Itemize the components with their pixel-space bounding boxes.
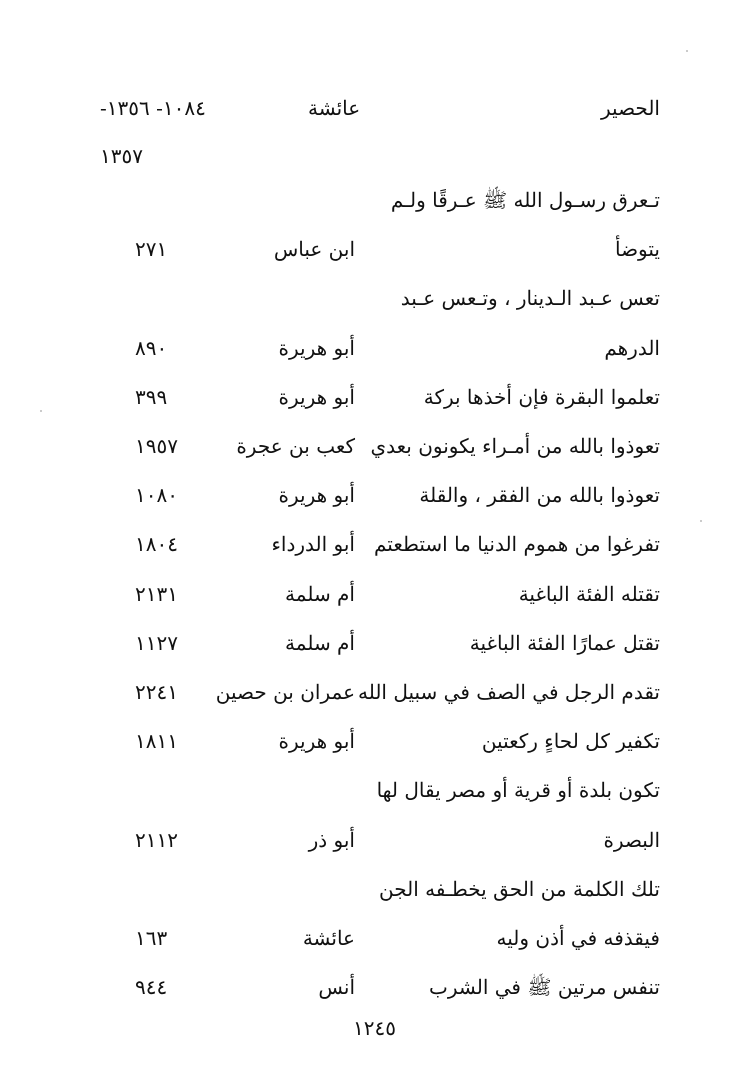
hadith-number: ٢١١٢ xyxy=(135,828,178,852)
page-number: ١٢٤٥ xyxy=(353,1016,396,1040)
hadith-number: ٨٩٠ xyxy=(135,336,168,360)
hadith-text: فيقذفه في أذن وليه xyxy=(496,926,660,950)
hadith-text: تقتله الفئة الباغية xyxy=(518,582,660,606)
index-entry xyxy=(90,278,660,318)
narrator-name: عائشة xyxy=(302,926,355,950)
narrator-name: أم سلمة xyxy=(285,631,355,655)
index-entry xyxy=(90,967,660,1007)
index-entry xyxy=(90,180,660,220)
hadith-text: تعلموا البقرة فإن أخذها بركة xyxy=(423,385,660,409)
hadith-text: تكفير كل لحاءٍ ركعتين xyxy=(481,729,660,753)
index-entry xyxy=(90,770,660,810)
header-range: ١٠٨٤- ١٣٥٦- xyxy=(100,96,206,120)
narrator-name: أبو هريرة xyxy=(278,729,355,753)
hadith-text: الدرهم xyxy=(604,336,660,360)
index-entry xyxy=(90,820,660,860)
index-entry xyxy=(90,524,660,564)
scan-speck xyxy=(40,410,42,412)
hadith-number: ٢٢٤١ xyxy=(135,680,178,704)
hadith-text: البصرة xyxy=(603,828,660,852)
index-entry xyxy=(90,672,660,712)
narrator-name: ابن عباس xyxy=(273,237,355,261)
hadith-text: تعس عـبد الـدينار ، وتـعس عـبد xyxy=(400,286,660,310)
hadith-text: تلك الكلمة من الحق يخطـفه الجن xyxy=(379,877,660,901)
index-entry xyxy=(90,328,660,368)
narrator-name: أنس xyxy=(318,975,355,999)
hadith-text: تعوذوا بالله من أمـراء يكونون بعدي xyxy=(370,434,660,458)
scan-speck xyxy=(686,50,688,52)
hadith-text: تقتل عمارًا الفئة الباغية xyxy=(469,631,660,655)
header-narrator: عائشة xyxy=(308,96,361,120)
hadith-number: ٣٩٩ xyxy=(135,385,168,409)
hadith-number: ٢١٣١ xyxy=(135,582,178,606)
hadith-text: تعوذوا بالله من الفقر ، والقلة xyxy=(419,483,660,507)
header-keyword: الحصير xyxy=(601,96,660,120)
index-entry xyxy=(90,377,660,417)
index-entry xyxy=(90,623,660,663)
hadith-number: ٢٧١ xyxy=(135,237,168,261)
scan-speck xyxy=(700,520,702,522)
index-entry xyxy=(90,426,660,466)
index-entry xyxy=(90,574,660,614)
hadith-text: تنفس مرتين ﷺ في الشرب xyxy=(429,975,660,999)
index-entry xyxy=(90,229,660,269)
narrator-name: كعب بن عجرة xyxy=(236,434,355,458)
index-entry xyxy=(90,918,660,958)
hadith-text: تكون بلدة أو قرية أو مصر يقال لها xyxy=(376,778,660,802)
hadith-number: ٩٤٤ xyxy=(135,975,168,999)
page-header xyxy=(90,88,660,128)
hadith-text: يتوضأ xyxy=(614,237,660,261)
hadith-text: تفرغوا من هموم الدنيا ما استطعتم xyxy=(373,532,660,556)
hadith-number: ١٨١١ xyxy=(135,729,178,753)
index-entry xyxy=(90,721,660,761)
index-entry xyxy=(90,869,660,909)
narrator-name: عمران بن حصين xyxy=(215,680,355,704)
hadith-number: ١٩٥٧ xyxy=(135,434,178,458)
narrator-name: أبو هريرة xyxy=(278,336,355,360)
hadith-number: ١٦٣ xyxy=(135,926,168,950)
hadith-text: تـعرق رسـول الله ﷺ عـرقًا ولـم xyxy=(390,188,660,212)
hadith-text: تقدم الرجل في الصف في سبيل الله xyxy=(357,680,660,704)
header-continuation: ١٣٥٧ xyxy=(100,144,143,168)
narrator-name: أم سلمة xyxy=(285,582,355,606)
hadith-number: ١٠٨٠ xyxy=(135,483,178,507)
narrator-name: أبو ذر xyxy=(308,828,355,852)
narrator-name: أبو الدرداء xyxy=(271,532,355,556)
hadith-number: ١٨٠٤ xyxy=(135,532,178,556)
index-entry xyxy=(90,475,660,515)
narrator-name: أبو هريرة xyxy=(278,483,355,507)
header-continuation-line xyxy=(90,136,660,176)
hadith-number: ١١٢٧ xyxy=(135,631,178,655)
narrator-name: أبو هريرة xyxy=(278,385,355,409)
